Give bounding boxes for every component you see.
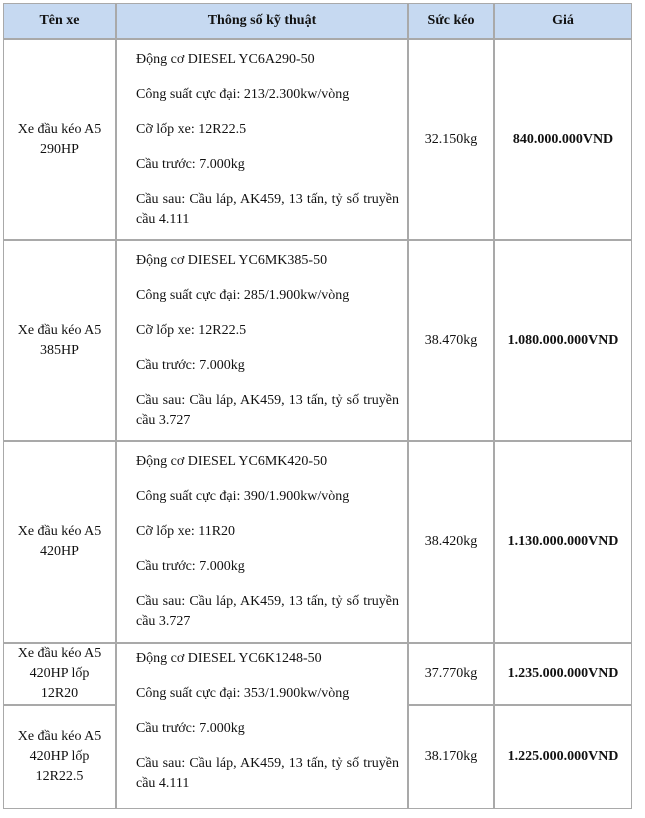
row-2-name-line1: Xe đầu kéo A5 (17, 322, 102, 338)
row-3-name-line1: Xe đầu kéo A5 (17, 524, 102, 539)
row-3-spec-rear-axle: Cầu sau: Cầu láp, AK459, 13 tấn, tỷ số truyền cầu 3.727 (136, 594, 399, 629)
row-1-spec-power: Công suất cực đại: 213/2.300kw/vòng (136, 87, 350, 102)
row-2-specs (116, 240, 408, 441)
row-5-name-line1: Xe đầu kéo A5 (17, 729, 102, 744)
row-1-spec-engine: Động cơ DIESEL YC6A290-50 (136, 52, 315, 67)
row-4-name (3, 643, 116, 705)
row-4-name-line1: Xe đầu kéo A5 (17, 646, 102, 661)
row-4-name-line2: 420HP lốp (29, 666, 90, 681)
row-5-name-line3: 12R22.5 (35, 769, 84, 784)
row-2-price: 1.080.000.000VND (494, 240, 632, 441)
row-1-pull: 32.150kg (408, 39, 494, 240)
shared-spec-power: Công suất cực đại: 353/1.900kw/vòng (136, 686, 350, 701)
row-3-price: 1.130.000.000VND (494, 441, 632, 643)
row-5-name-line2: 420HP lốp (29, 749, 90, 764)
header-pull: Sức kéo (408, 3, 494, 39)
row-3-name-line2: 420HP (40, 544, 79, 559)
row-3-spec-engine: Động cơ DIESEL YC6MK420-50 (136, 454, 328, 469)
row-2-spec-front-axle: Cầu trước: 7.000kg (136, 358, 245, 373)
row-1-name-line1: Xe đầu kéo A5 (17, 121, 102, 137)
row-5-price: 1.225.000.000VND (494, 705, 632, 809)
row-4-pull: 37.770kg (408, 643, 494, 705)
row-1-name (3, 39, 116, 240)
row-2-spec-engine: Động cơ DIESEL YC6MK385-50 (136, 253, 328, 268)
shared-specs (116, 643, 408, 809)
row-1-specs (116, 39, 408, 240)
row-1-spec-tire: Cỡ lốp xe: 12R22.5 (136, 122, 247, 137)
row-2-pull: 38.470kg (408, 240, 494, 441)
row-2-spec-rear-axle: Cầu sau: Cầu láp, AK459, 13 tấn, tỷ số truyền cầu 3.727 (136, 393, 399, 428)
row-3-spec-tire: Cỡ lốp xe: 11R20 (136, 524, 236, 539)
row-1-spec-front-axle: Cầu trước: 7.000kg (136, 157, 245, 172)
row-4-name-line3: 12R20 (40, 686, 79, 701)
row-1-spec-rear-axle: Cầu sau: Cầu láp, AK459, 13 tấn, tỷ số truyền cầu 4.111 (136, 192, 399, 227)
row-4-price: 1.235.000.000VND (494, 643, 632, 705)
row-2-spec-power: Công suất cực đại: 285/1.900kw/vòng (136, 288, 350, 303)
header-specs: Thông số kỹ thuật (116, 3, 408, 39)
header-price: Giá (494, 3, 632, 39)
row-2-name (3, 240, 116, 441)
row-3-spec-front-axle: Cầu trước: 7.000kg (136, 559, 245, 574)
row-5-pull: 38.170kg (408, 705, 494, 809)
shared-spec-rear-axle: Cầu sau: Cầu láp, AK459, 13 tấn, tỷ số truyền cầu 4.111 (136, 756, 399, 791)
row-3-specs (116, 441, 408, 643)
row-3-name (3, 441, 116, 643)
shared-spec-engine: Động cơ DIESEL YC6K1248-50 (136, 651, 322, 666)
row-5-name (3, 705, 116, 809)
shared-spec-front-axle: Cầu trước: 7.000kg (136, 721, 245, 736)
row-2-name-line2: 385HP (40, 342, 79, 358)
row-2-spec-tire: Cỡ lốp xe: 12R22.5 (136, 323, 247, 338)
price-table (3, 3, 632, 809)
header-name: Tên xe (3, 3, 116, 39)
row-1-price: 840.000.000VND (494, 39, 632, 240)
row-3-spec-power: Công suất cực đại: 390/1.900kw/vòng (136, 489, 350, 504)
row-1-name-line2: 290HP (40, 141, 79, 157)
row-3-pull: 38.420kg (408, 441, 494, 643)
